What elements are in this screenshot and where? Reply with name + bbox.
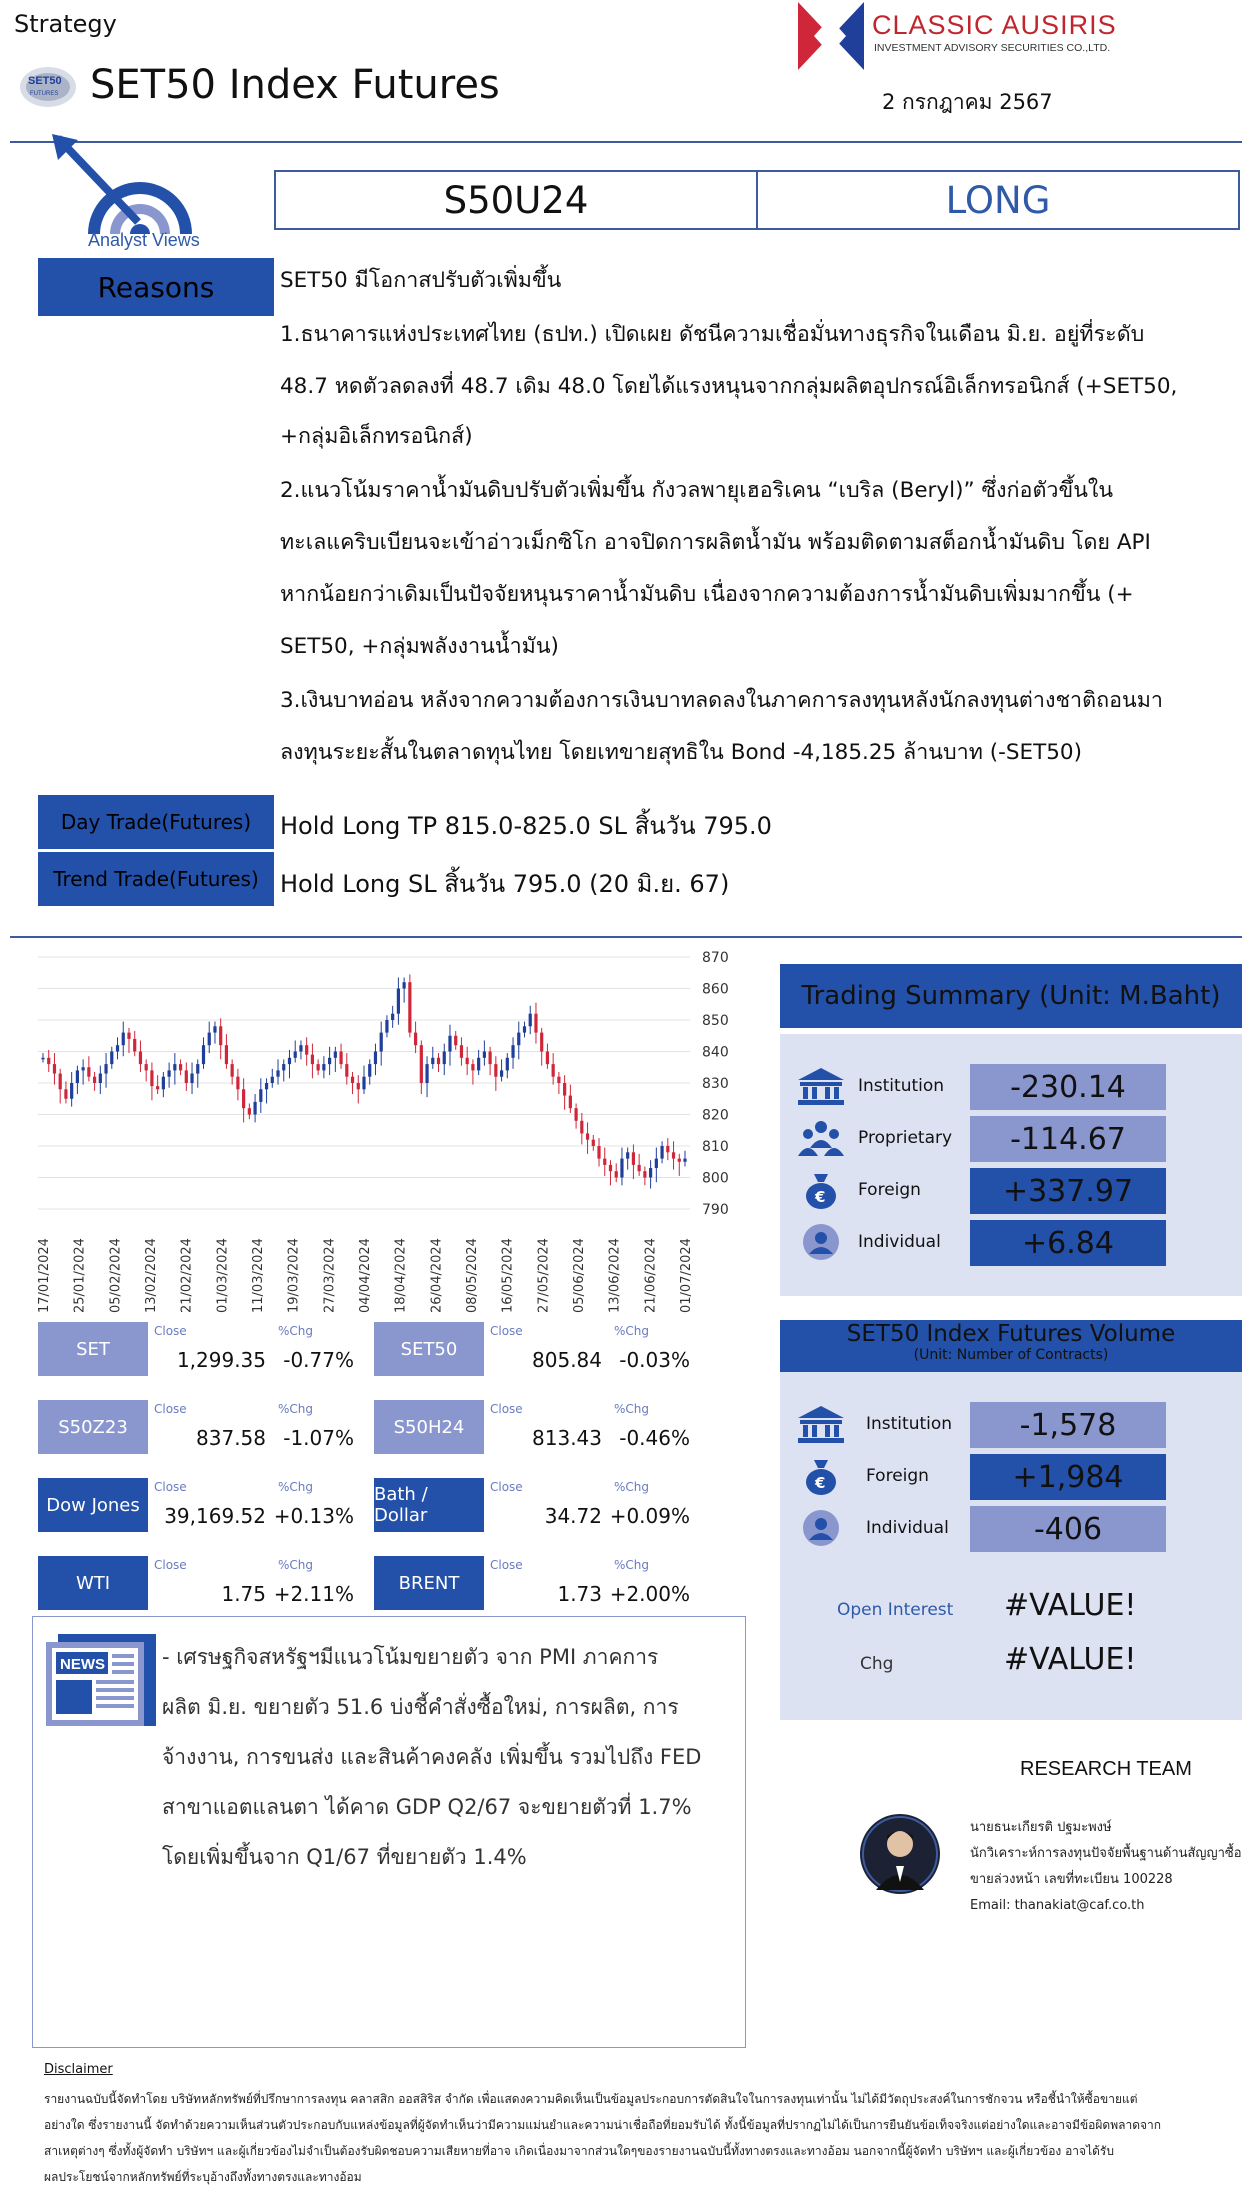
money-bag-icon [796,1170,846,1210]
candle-body [494,1064,497,1077]
market-tile-name: S50H24 [374,1400,484,1454]
market-chg-value: +0.13% [273,1504,354,1528]
y-tick-label: 870 [702,950,729,966]
candle-body [483,1052,486,1058]
candle-body [328,1058,331,1064]
disclaimer-title: Disclaimer [44,2062,113,2077]
person-icon [796,1508,846,1548]
candle-body [299,1045,302,1051]
row-value: +6.84 [970,1220,1166,1266]
reason-line: หากน้อยกว่าเดิมเป็นปัจจัยหนุนราคาน้ำมันดิบ เนื่องจากความต้องการน้ำมันดิบเพิ่มมากขึ้น (+ [280,582,1134,607]
people-icon [796,1118,846,1158]
candle-body [190,1074,193,1083]
market-tile-name: WTI [38,1556,148,1610]
candle-body [339,1052,342,1065]
day-trade-label: Day Trade(Futures) [38,795,274,849]
candle-body [76,1070,79,1083]
candle-body [660,1146,663,1159]
close-caption: Close [154,1402,187,1416]
market-tile-name: S50Z23 [38,1400,148,1454]
candle-body [534,1014,537,1033]
news-line: ผลิต มิ.ย. ขยายตัว 51.6 บ่งชี้คำสั่งซื้อใหม่, การผลิต, การ [162,1695,679,1719]
candle-body [597,1146,600,1159]
candle-body [242,1089,245,1108]
candle-body [150,1070,153,1086]
chg-caption: %Chg [614,1324,650,1338]
set50-futures-candlestick-chart [30,945,750,1325]
candle-body [253,1102,256,1115]
y-tick-label: 830 [702,1076,729,1092]
market-chg-value: +2.00% [609,1582,690,1606]
candle-body [391,1014,394,1020]
candle-body [385,1020,388,1033]
news-line: สาขาแอตแลนตา ได้คาด GDP Q2/67 จะขยายตัวที่ 1.7% [162,1795,692,1819]
x-tick-label: 05/02/2024 [108,1238,124,1313]
candle-body [431,1058,434,1064]
candle-body [632,1152,635,1165]
news-line: จ้างงาน, การขนส่ง และสินค้าคงคลัง เพิ่มขึ้น รวมไปถึง FED [162,1745,702,1769]
row-value: -230.14 [970,1064,1166,1110]
candle-body [271,1077,274,1083]
chg-caption: %Chg [614,1402,650,1416]
market-chg-value: -0.46% [619,1426,690,1450]
position-direction: LONG [756,172,1238,228]
x-tick-label: 16/05/2024 [500,1238,516,1313]
reason-line: 1.ธนาคารแห่งประเทศไทย (ธปท.) เปิดเผย ดัชนีความเชื่อมั่นทางธุรกิจในเดือน มิ.ย. อยู่ที่ระดับ [280,322,1145,347]
x-tick-label: 13/02/2024 [144,1238,159,1313]
candle-body [603,1159,606,1165]
candle-body [380,1033,383,1052]
reason-line: 2.แนวโน้มราคาน้ำมันดิบปรับตัวเพิ่มขึ้น กังวลพายุเฮอริเคน “เบริล (Beryl)” ซึ่งก่อตัวขึ้นใน [280,478,1114,503]
candle-body [471,1064,474,1070]
close-caption: Close [490,1558,523,1572]
candle-body [397,989,400,1014]
candle-body [202,1045,205,1064]
reasons-label: Reasons [38,258,274,316]
candle-body [666,1146,669,1152]
candle-body [586,1133,589,1139]
y-tick-label: 850 [702,1013,729,1029]
trend-trade-text: Hold Long SL สิ้นวัน 795.0 (20 มิ.ย. 67) [280,870,730,898]
section-divider [10,936,1242,938]
market-close-value: 1.75 [221,1582,266,1606]
analyst-name: นายธนะเกียรติ ปฐมะพงษ์ [970,1820,1112,1835]
reason-line: SET50, +กลุ่มพลังงานน้ำมัน) [280,634,559,659]
candle-body [592,1140,595,1146]
candle-body [557,1077,560,1083]
disclaimer-line: ผลประโยชน์จากหลักทรัพย์ที่ระบุอ้างถึงทั้งทางตรงและทางอ้อม [44,2170,362,2184]
market-close-value: 34.72 [544,1504,602,1528]
row-label: Foreign [866,1466,929,1486]
candle-body [351,1077,354,1083]
candle-body [196,1064,199,1073]
candle-body [460,1045,463,1058]
candle-body [93,1077,96,1083]
candle-body [615,1171,618,1177]
trading-summary-title: Trading Summary (Unit: M.Baht) [780,964,1242,1028]
svg-text:€: € [815,1188,826,1206]
candle-body [185,1070,188,1083]
candle-body [82,1067,85,1070]
candle-body [305,1045,308,1054]
x-tick-label: 25/01/2024 [72,1238,88,1313]
row-value: +337.97 [970,1168,1166,1214]
candle-body [265,1083,268,1089]
chg-caption: %Chg [614,1558,650,1572]
analyst-email: Email: thanakiat@caf.co.th [970,1898,1145,1913]
reason-line: 3.เงินบาทอ่อน หลังจากความต้องการเงินบาทลดลงในภาคการลงทุนหลังนักลงทุนต่างชาติถอนมา [280,688,1163,713]
close-caption: Close [154,1480,187,1494]
disclaimer-line: รายงานฉบับนี้จัดทำโดย บริษัทหลักทรัพย์ที่ปรึกษาการลงทุน คลาสสิก ออสสิริส จำกัด เพื่อแสดงความคิดเห็นเป็นข้อมูลประกอบการตัดสินใจในการลงทุนเท่านั้น ไม่ได้มีวัตถุประสงค์ในการชักจวน หรือชี้นำให้ซื้อขายแต่ [44,2092,1138,2106]
candle-body [219,1026,222,1045]
reason-line: +กลุ่มอิเล็กทรอนิกส์) [280,424,473,449]
candle-body [70,1083,73,1099]
day-trade-text: Hold Long TP 815.0-825.0 SL สิ้นวัน 795.0 [280,812,772,840]
news-line: โดยเพิ่มขึ้นจาก Q1/67 ที่ขยายตัว 1.4% [162,1845,527,1869]
chg-caption: %Chg [278,1480,314,1494]
classic-ausiris-logo-icon [796,0,866,72]
row-value: -114.67 [970,1116,1166,1162]
open-interest-chg-value: #VALUE! [1004,1642,1137,1677]
candle-body [489,1052,492,1065]
candle-body [626,1152,629,1158]
candle-body [47,1058,50,1064]
candle-body [620,1159,623,1178]
candle-body [225,1045,228,1064]
y-tick-label: 820 [702,1107,729,1124]
candle-body [569,1096,572,1109]
svg-text:FUTURES: FUTURES [30,91,59,97]
candle-body [259,1089,262,1102]
analyst-avatar [860,1814,940,1894]
candle-body [563,1083,566,1096]
candle-body [643,1171,646,1177]
row-label: Institution [866,1414,953,1434]
market-chg-value: +0.09% [609,1504,690,1528]
candle-body [368,1064,371,1077]
candle-body [425,1064,428,1083]
reason-line: ลงทุนระยะสั้นในตลาดทุนไทย โดยเทขายสุทธิใน Bond -4,185.25 ล้านบาท (-SET50) [280,740,1082,765]
x-tick-label: 27/03/2024 [322,1238,338,1313]
candle-body [294,1052,297,1058]
x-tick-label: 26/04/2024 [429,1238,445,1313]
candle-body [53,1064,56,1073]
trend-trade-label: Trend Trade(Futures) [38,852,274,906]
contract-symbol: S50U24 [443,178,589,222]
candle-body [64,1089,67,1098]
candle-body [282,1064,285,1070]
candle-body [466,1058,469,1064]
chg-caption: %Chg [278,1402,314,1416]
page-title: SET50 Index Futures [90,62,500,108]
row-value: -406 [970,1506,1166,1552]
candle-body [145,1064,148,1070]
candle-body [443,1052,446,1065]
x-tick-label: 04/04/2024 [358,1238,373,1313]
candle-body [357,1083,360,1089]
x-tick-label: 01/03/2024 [215,1238,231,1313]
brand-subtitle: INVESTMENT ADVISORY SECURITIES CO.,LTD. [874,42,1111,54]
close-caption: Close [490,1480,523,1494]
candle-body [288,1058,291,1064]
reason-line: 48.7 หดตัวลดลงที่ 48.7 เดิม 48.0 โดยได้แรงหนุนจากกลุ่มผลิตอุปกรณ์อิเล็กทรอนิกส์ (+SET50, [280,374,1178,399]
svg-text:SET50: SET50 [28,75,62,87]
volume-title: SET50 Index Futures Volume [846,1321,1176,1347]
candle-body [236,1077,239,1090]
candle-body [523,1026,526,1032]
market-close-value: 1.73 [557,1582,602,1606]
candle-body [649,1168,652,1177]
candle-body [678,1159,681,1162]
chg-caption: %Chg [278,1558,314,1572]
open-interest-chg-label: Chg [860,1654,894,1674]
x-tick-label: 05/06/2024 [572,1238,587,1313]
news-line: - เศรษฐกิจสหรัฐฯมีแนวโน้มขยายตัว จาก PMI ภาคการ [162,1645,659,1669]
candle-body [173,1064,176,1070]
x-tick-label: 17/01/2024 [37,1238,52,1313]
open-interest-label: Open Interest [837,1600,954,1620]
candle-body [655,1159,658,1168]
bank-icon [796,1066,846,1106]
disclaimer-line: อย่างใด ซึ่งรายงานนี้ จัดทำด้วยความเห็นส่วนตัวประกอบกับแหล่งข้อมูลที่ผู้จัดทำเห็นว่ามีความแม่นยำและความน่าเชื่อถือที่ยอมรับได้ ทั้งนี้ข้อมูลที่ปรากฏไม่ได้เป็นการยืนยันข้อเท็จจริงแต่อย่างใดและอาจมีข้อผิดพลาดจาก [44,2118,1162,2132]
svg-text:€: € [815,1474,826,1492]
row-label: Individual [866,1518,949,1538]
candle-body [139,1052,142,1065]
row-label: Proprietary [858,1128,953,1148]
candle-body [122,1033,125,1046]
chg-caption: %Chg [278,1324,314,1338]
candle-body [420,1045,423,1083]
candle-body [99,1074,102,1083]
row-value: -1,578 [970,1402,1166,1448]
close-caption: Close [490,1324,523,1338]
candle-body [110,1052,113,1065]
market-close-value: 39,169.52 [164,1504,266,1528]
x-tick-label: 13/06/2024 [607,1238,623,1313]
recommendation-box [274,170,1240,230]
candle-body [59,1074,62,1090]
set50-logo-icon [18,62,84,110]
market-chg-value: -0.03% [619,1348,690,1372]
close-caption: Close [490,1402,523,1416]
candle-body [408,982,411,1032]
candle-body [580,1121,583,1134]
close-caption: Close [154,1324,187,1338]
volume-subtitle: (Unit: Number of Contracts) [913,1347,1109,1363]
candle-body [311,1055,314,1064]
row-label: Foreign [858,1180,921,1200]
candle-body [127,1033,130,1039]
newspaper-icon [44,1632,158,1728]
candle-body [248,1108,251,1114]
bank-icon [796,1404,846,1444]
candle-body [683,1159,686,1162]
candle-body [574,1108,577,1121]
research-team-title: RESEARCH TEAM [1020,1758,1192,1780]
candle-body [231,1064,234,1077]
candle-body [546,1052,549,1065]
row-label: Individual [858,1232,941,1252]
candle-body [87,1067,90,1076]
money-bag-icon [796,1456,846,1496]
x-tick-label: 18/04/2024 [393,1238,409,1313]
report-date: 2 กรกฎาคม 2567 [882,90,1053,114]
candle-body [104,1064,107,1073]
candle-body [414,1033,417,1046]
market-tile-name: SET [38,1322,148,1376]
y-tick-label: 810 [702,1139,729,1155]
candle-body [133,1039,136,1052]
candle-body [334,1052,337,1058]
candle-body [638,1165,641,1171]
chg-caption: %Chg [614,1480,650,1494]
x-tick-label: 08/05/2024 [465,1238,480,1313]
candle-body [168,1070,171,1076]
candle-body [116,1045,119,1051]
candle-body [454,1036,457,1045]
x-tick-label: 21/06/2024 [643,1238,659,1313]
candle-body [162,1077,165,1090]
candle-body [529,1014,532,1027]
market-close-value: 813.43 [532,1426,602,1450]
candle-body [517,1033,520,1046]
row-label: Institution [858,1076,945,1096]
candle-body [511,1045,514,1058]
y-tick-label: 840 [702,1044,729,1061]
close-caption: Close [154,1558,187,1572]
candle-body [208,1033,211,1046]
market-close-value: 837.58 [196,1426,266,1450]
person-icon [796,1222,846,1262]
y-tick-label: 860 [702,981,729,998]
analyst-license: ขายล่วงหน้า เลขที่ทะเบียน 100228 [970,1872,1173,1887]
market-close-value: 805.84 [532,1348,602,1372]
candle-body [609,1165,612,1171]
disclaimer-line: สาเหตุต่างๆ ซึ่งทั้งผู้จัดทำ บริษัทฯ และผู้เกี่ยวข้องไม่จำเป็นต้องรับผิดชอบความเสียหายที่อาจ เกิดเนื่องมาจากส่วนใดๆของรายงานฉบับนี้ทั้งทางตรงและทางอ้อม นอกจากนี้ผู้จัดทำ บริษัทฯ และผู้เกี่ยวข้อง อาจได้รับ [44,2144,1114,2158]
candle-body [213,1026,216,1032]
candle-body [322,1064,325,1070]
x-tick-label: 01/07/2024 [679,1238,694,1313]
market-tile-name: Bath / Dollar [374,1478,484,1532]
candle-body [179,1064,182,1070]
candle-body [448,1036,451,1052]
market-tile-name: BRENT [374,1556,484,1610]
y-tick-label: 790 [702,1202,729,1218]
market-tile-name: Dow Jones [38,1478,148,1532]
candle-body [362,1077,365,1090]
market-chg-value: -1.07% [283,1426,354,1450]
candle-body [317,1064,320,1070]
volume-header [780,1320,1242,1374]
candle-body [276,1070,279,1076]
market-chg-value: +2.11% [273,1582,354,1606]
candle-body [500,1070,503,1076]
candle-body [540,1033,543,1052]
analyst-views-label: Analyst Views [88,230,200,250]
x-tick-label: 11/03/2024 [251,1238,266,1313]
market-chg-value: -0.77% [283,1348,354,1372]
analyst-title: นักวิเคราะห์การลงทุนปัจจัยพื้นฐานด้านสัญญาซื้อ [970,1846,1242,1861]
candle-body [506,1058,509,1071]
candle-body [437,1058,440,1064]
open-interest-value: #VALUE! [1004,1588,1137,1623]
section-label: Strategy [14,10,117,38]
x-tick-label: 27/05/2024 [536,1238,552,1313]
brand-name: CLASSIC AUSIRIS [872,10,1117,40]
candle-body [374,1052,377,1065]
reason-line: SET50 มีโอกาสปรับตัวเพิ่มขึ้น [280,268,562,293]
candle-body [672,1152,675,1158]
candle-body [41,1058,44,1060]
market-tile-name: SET50 [374,1322,484,1376]
x-tick-label: 21/02/2024 [179,1238,195,1313]
candle-body [477,1058,480,1071]
market-close-value: 1,299.35 [176,1348,266,1372]
candle-body [345,1064,348,1077]
reason-line: ทะเลแคริบเบียนจะเข้าอ่าวเม็กซิโก อาจปิดการผลิตน้ำมัน พร้อมติดตามสต็อกน้ำมันดิบ โดย API [280,530,1151,555]
row-value: +1,984 [970,1454,1166,1500]
news-icon-label: NEWS [60,1656,105,1673]
y-tick-label: 800 [702,1170,729,1187]
candle-body [403,982,406,988]
candle-body [156,1086,159,1089]
candle-body [552,1064,555,1077]
x-tick-label: 19/03/2024 [286,1238,302,1313]
